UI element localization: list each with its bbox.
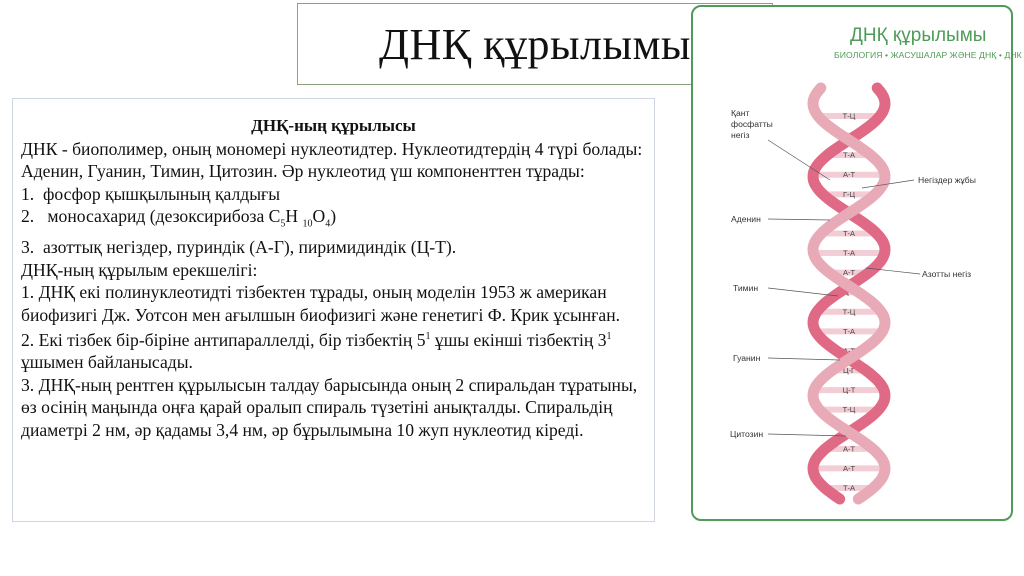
leader-line [768,288,838,296]
label-adenine: Аденин [731,214,761,224]
component-text: ) [330,206,337,226]
component-text: О [312,206,326,226]
base-pair-label: А-Т [842,346,856,356]
component-item-1 [21,183,646,206]
label-guanine: Гуанин [733,353,761,363]
label-line: Қант [731,108,750,118]
text-panel [12,98,655,522]
label-sugar-phosphate [731,108,775,140]
label-base-pair: Негіздер жұбы [918,175,976,185]
component-text: азоттық негіздер, пуриндік (А-Г), пиримидиндік (Ц-Т). [43,237,457,258]
base-pair-label: А-Т [842,170,856,180]
feature-3: 3. ДНҚ-ның рентген құрылысын талдау барысында оның 2 спиральдан тұратыны, өз осінің маңында оңға қарай оралып спираль түзетіні анықталды. Спиральдің диаметрі 2 нм, әр қадамы 3,4 нм, әр бұрылымына 10 жуп нуклеотид кіреді. [21,374,638,440]
figure-subtitle: БИОЛОГИЯ • ЖАСУШАЛАР ЖӘНЕ ДНҚ • ДНК [834,50,1022,60]
feature-sup: 1 [425,331,431,343]
formula-sub: 10 [302,218,313,230]
feature-text: ұшымен байланысады. [21,352,193,373]
base-pair-label: Т-Ц [842,405,856,415]
component-item-2 [21,205,646,236]
leader-line [768,434,846,436]
base-pair-label: Т-А [842,150,856,160]
base-pair-label: А-Т [842,268,856,278]
leader-line [768,219,830,220]
formula-sub: 5 [280,218,286,230]
component-text: фосфор қышқылының қалдығы [43,183,281,204]
component-text: моносахарид (дезоксирибоза С [47,206,281,226]
base-pair-label: Т-А [842,248,856,258]
label-nitrogen-base: Азотты негіз [922,269,972,279]
component-num: 3. [21,237,35,258]
section-heading: ДНҚ-ның құрылысы [251,116,416,135]
features-heading: ДНҚ-ның құрылым ерекшелігі: [21,259,258,280]
base-pair-label: Г-Ц [842,189,856,199]
label-cytosine: Цитозин [730,429,764,439]
figure-title: ДНҚ құрылымы [850,25,987,46]
component-item-3 [21,236,646,259]
base-pair-label: Т-А [842,483,856,493]
component-num: 1. [21,183,35,204]
feature-sup: 1 [606,331,612,343]
base-pair-label: Ц-Г [842,366,856,376]
feature-1: 1. ДНҚ екі полинуклеотидті тізбектен тұрады, оның моделін 1953 ж американ биофизигі Дж. Уотсон мен ағылшын биофизигі және генетигі Ф. Крик ұсынған. [21,282,621,325]
base-pair-label: Ц-Т [842,385,856,395]
base-pair-label: Ц-Г [842,287,856,297]
slide-title: ДНҚ құрылымы [378,19,691,69]
base-pair-label: А-Т [842,444,856,454]
base-pair-label: Т-Ц [842,111,856,121]
label-line: фосфатты [731,119,773,129]
label-line: негіз [731,130,750,140]
leader-line [768,358,840,360]
feature-text: 2. Екі тізбек біp-біріне антипараллелді, бір тізбектің 5 [21,329,426,350]
base-pair-label: Т-А [842,228,856,238]
feature-2 [21,326,646,374]
label-thymine: Тимин [733,283,759,293]
formula-sub: 4 [325,218,331,230]
base-pair-label: Т-А [842,326,856,336]
dna-helix-diagram [693,7,1011,519]
feature-text: ұшы екінші тізбектің 3 [430,329,607,350]
base-pair-label: А-Т [842,463,856,473]
base-pair-label: Ц-Г [842,131,856,141]
base-pair-label: Т-Ц [842,307,856,317]
component-num: 2. [21,206,35,226]
intro-paragraph: ДНК - биополимер, оның мономері нуклеотидтер. Нуклеотидтердің 4 түрі болады: Аденин, Гуанин, Тимин, Цитозин. Әр нуклеотид үш компоненттен тұрады: [21,138,643,181]
component-text: Н [285,206,303,226]
